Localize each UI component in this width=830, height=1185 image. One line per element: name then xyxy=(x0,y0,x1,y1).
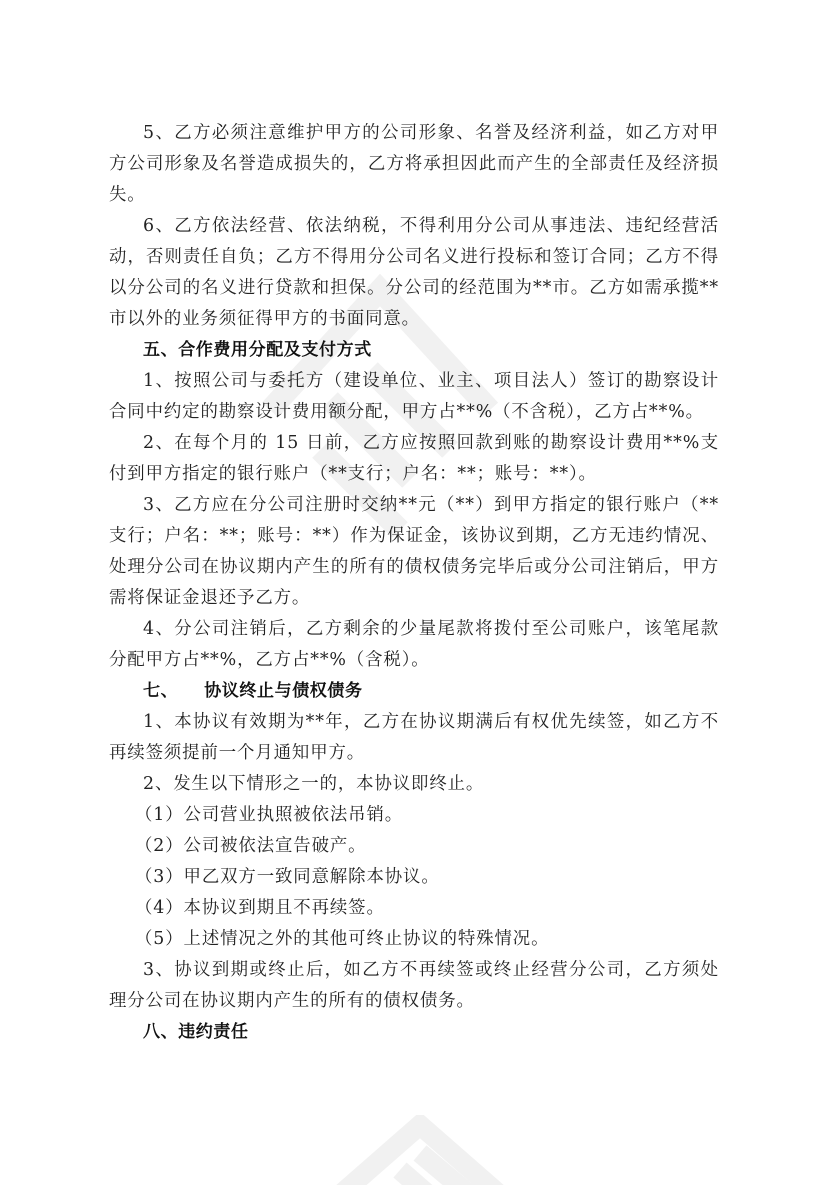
sub-item-4: （4）本协议到期且不再续签。 xyxy=(135,898,385,918)
sub-item-5: （5）上述情况之外的其他可终止协议的特殊情况。 xyxy=(135,929,550,949)
document-body xyxy=(109,118,719,1048)
clause-5-3: 3、乙方应在分公司注册时交纳**元（**）到甲方指定的银行账户（**支行；户名：**；账号：**）作为保证金，该协议到期，乙方无违约情况、处理分公司在协议期内产生的所有的债权债务完毕后或分公司注销后，甲方需将保证金退还予乙方。 xyxy=(109,495,719,608)
sub-item-3: （3）甲乙双方一致同意解除本协议。 xyxy=(135,867,440,887)
watermark-logo-icon xyxy=(300,1115,540,1185)
sub-item-2: （2）公司被依法宣告破产。 xyxy=(135,836,367,856)
section-heading-5: 五、合作费用分配及支付方式 xyxy=(143,340,372,360)
section-number: 七、 xyxy=(143,681,179,701)
clause-5-1: 1、按照公司与委托方（建设单位、业主、项目法人）签订的勘察设计合同中约定的勘察设计费用额分配，甲方占**%（不含税），乙方占**%。 xyxy=(109,371,719,422)
clause-6: 6、乙方依法经营、依法纳税，不得利用分公司从事违法、违纪经营活动，否则责任自负；乙方不得用分公司名义进行投标和签订合同；乙方不得以分公司的名义进行贷款和担保。分公司的经范围为**市。乙方如需承揽**市以外的业务须征得甲方的书面同意。 xyxy=(109,216,719,329)
clause-5-4: 4、分公司注销后，乙方剩余的少量尾款将拨付至公司账户，该笔尾款分配甲方占**%，乙方占**%（含税）。 xyxy=(109,619,719,670)
section-heading-7 xyxy=(109,676,719,707)
clause-7-2: 2、发生以下情形之一的，本协议即终止。 xyxy=(143,774,485,794)
clause-5: 5、乙方必须注意维护甲方的公司形象、名誉及经济利益，如乙方对甲方公司形象及名誉造成损失的，乙方将承担因此而产生的全部责任及经济损失。 xyxy=(109,123,719,205)
clause-7-1: 1、本协议有效期为**年，乙方在协议期满后有权优先续签，如乙方不再续签须提前一个月通知甲方。 xyxy=(109,712,719,763)
clause-7-3: 3、协议到期或终止后，如乙方不再续签或终止经营分公司，乙方须处理分公司在协议期内产生的所有的债权债务。 xyxy=(109,960,719,1011)
section-heading-8: 八、违约责任 xyxy=(143,1022,249,1042)
section-title: 协议终止与债权债务 xyxy=(204,681,363,701)
sub-item-1: （1）公司营业执照被依法吊销。 xyxy=(135,805,404,825)
clause-5-2: 2、在每个月的 15 日前，乙方应按照回款到账的勘察设计费用**%支付到甲方指定的银行账户（**支行；户名：**；账号：**）。 xyxy=(109,433,719,484)
